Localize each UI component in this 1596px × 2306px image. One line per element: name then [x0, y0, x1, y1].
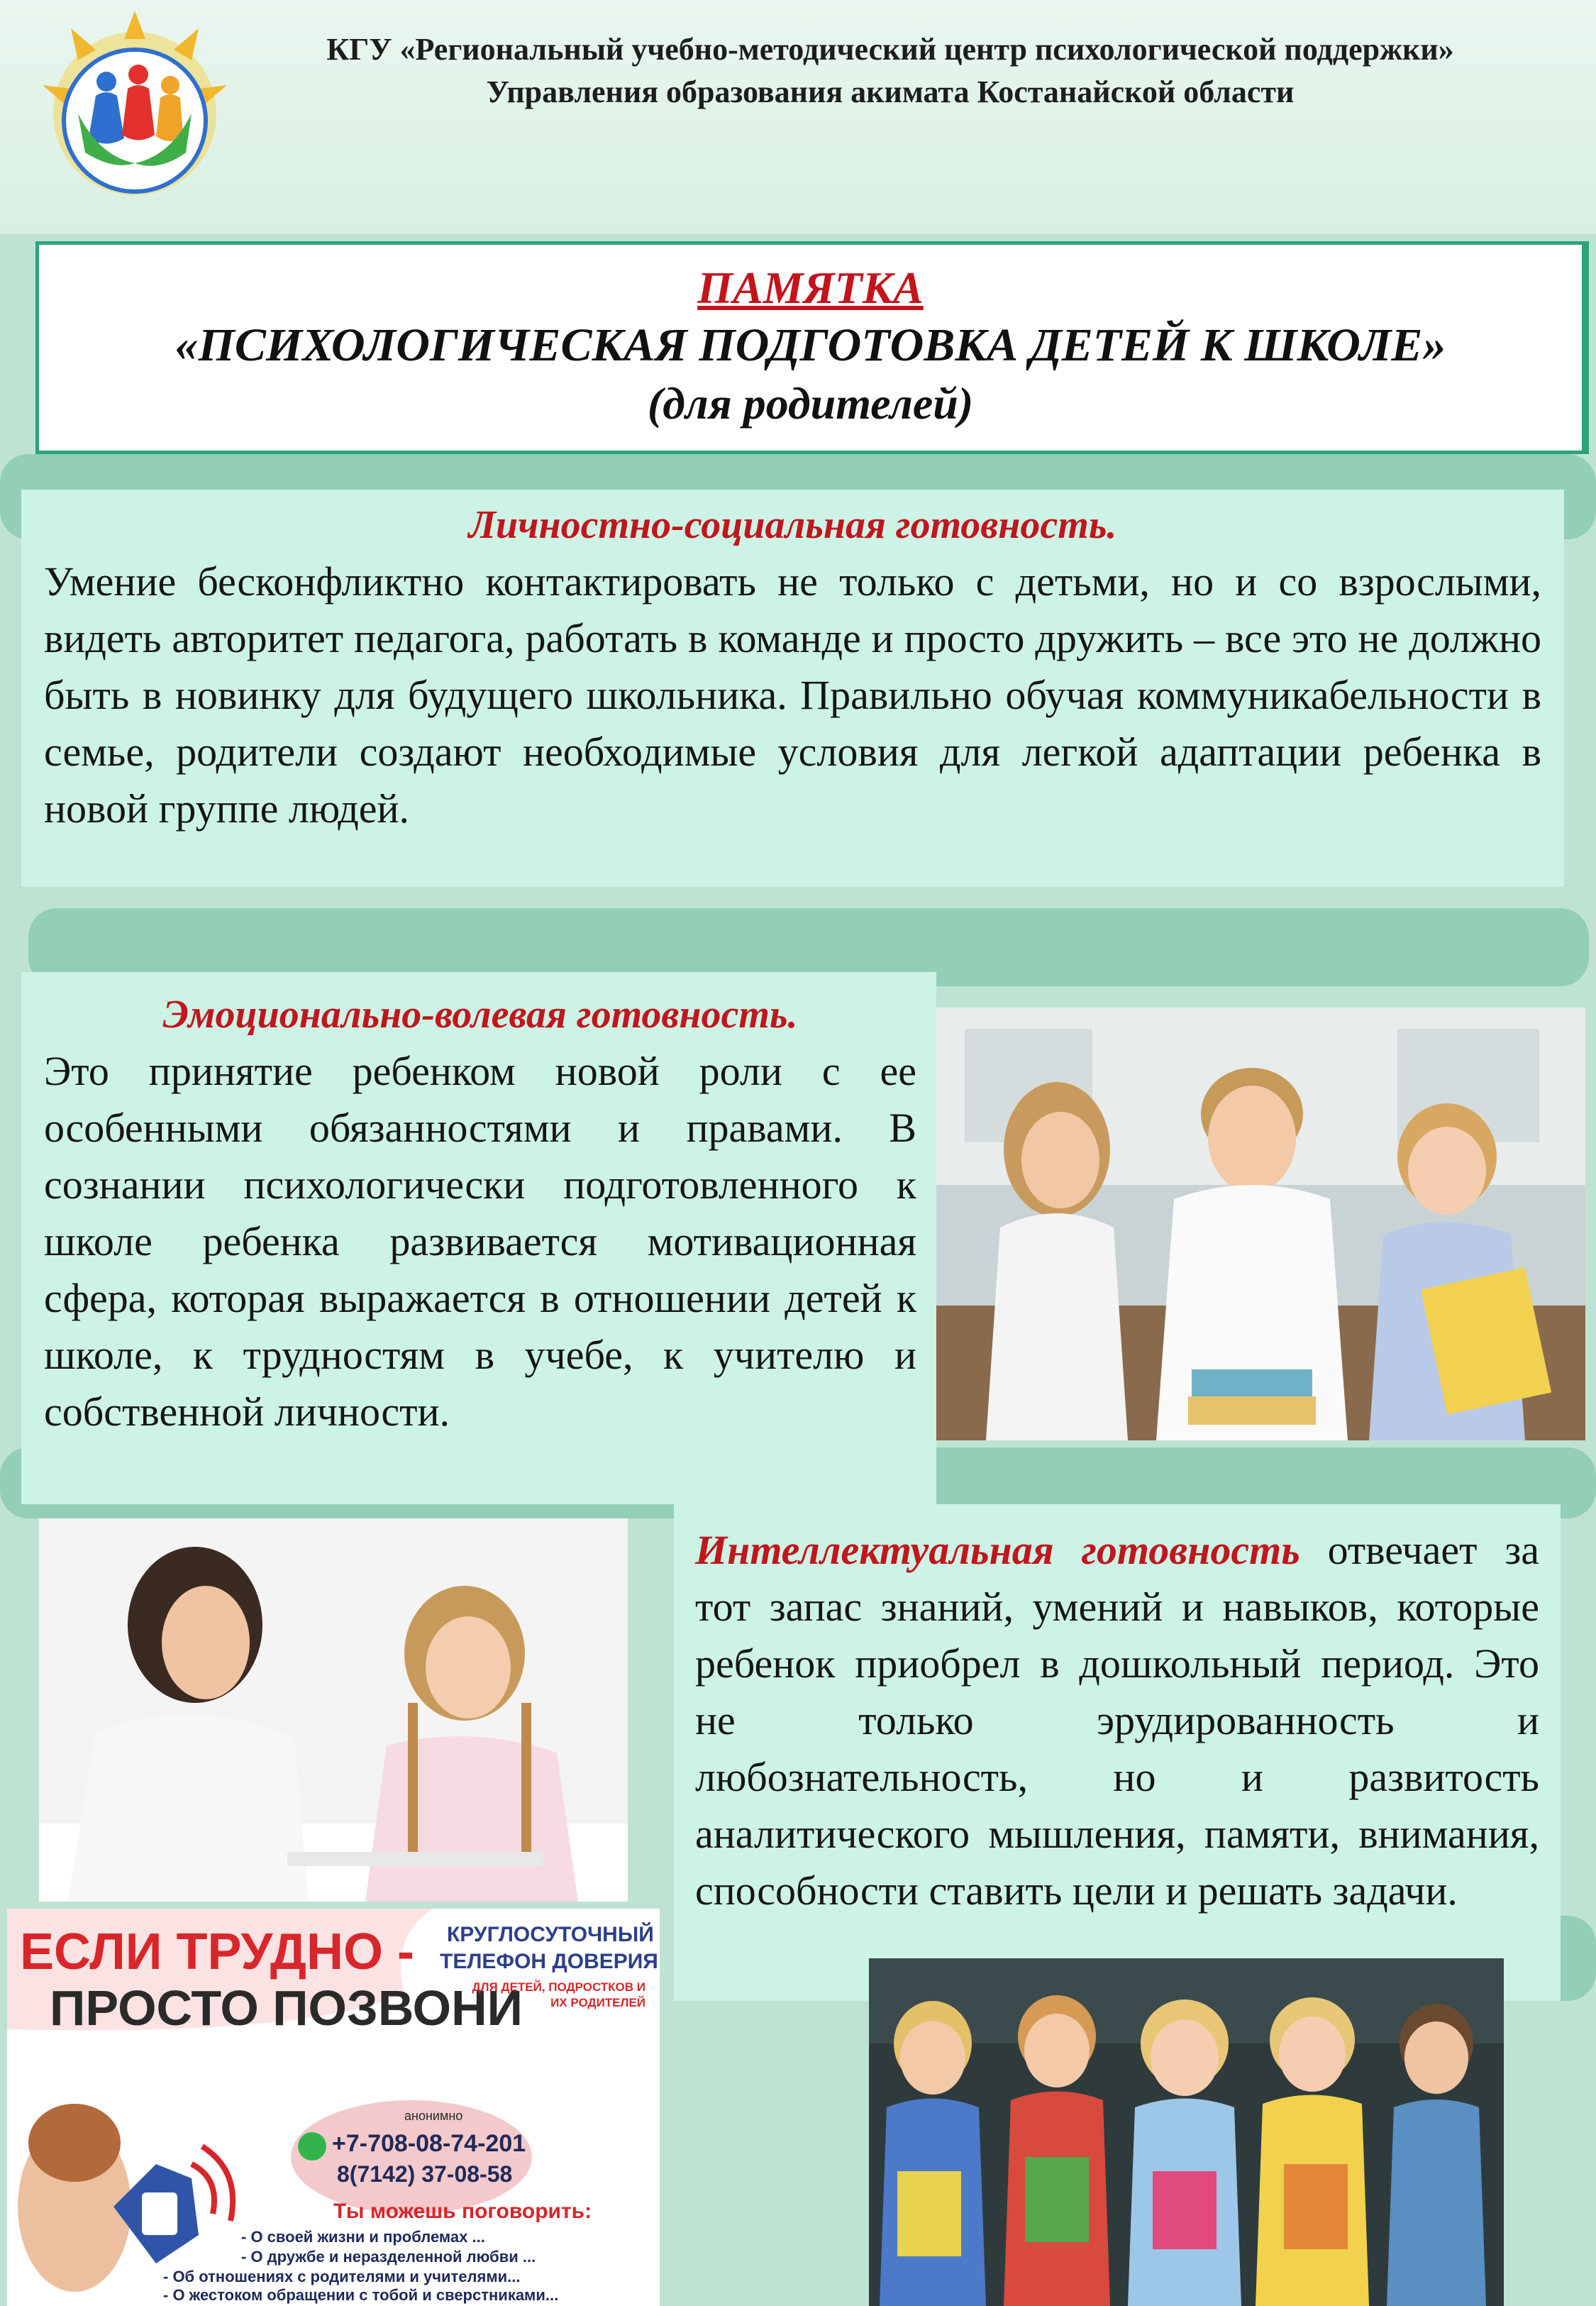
helpline-topic: - О жестоком обращении с тобой и сверстниками...	[163, 2286, 559, 2304]
helpline-anonymous: анонимно	[404, 2109, 463, 2123]
helpline-service-1: КРУГЛОСУТОЧНЫЙ	[447, 1923, 654, 1946]
section-emotional-volitional	[21, 972, 936, 1504]
helpline-phone-1: +7-708-08-74-201	[332, 2130, 526, 2157]
title-box	[35, 241, 1589, 454]
org-line-1: КГУ «Региональный учебно-методический центр психологической поддержки»	[326, 32, 1454, 67]
helpline-banner	[7, 1909, 660, 2306]
section-title: Интеллектуальная готовность	[695, 1527, 1300, 1573]
section-text	[695, 1522, 1539, 1919]
helpline-talk-title: Ты можешь поговорить:	[333, 2200, 592, 2223]
section-title: Эмоционально-волевая готовность.	[162, 993, 798, 1037]
section-personal-social	[21, 490, 1564, 887]
helpline-topic: - Об отношениях с родителями и учителями...	[163, 2268, 521, 2285]
helpline-phone-2: 8(7142) 37-08-58	[337, 2161, 513, 2187]
memo-title: «ПСИХОЛОГИЧЕСКАЯ ПОДГОТОВКА ДЕТЕЙ К ШКОЛЕ»	[174, 319, 1446, 371]
org-line-2: Управления образования акимата Костанайской области	[486, 75, 1295, 109]
kids-with-backpacks-photo	[869, 1958, 1504, 2306]
section-text-body: отвечает за тот запас знаний, умений и навыков, которые ребенок приобрел в дошкольный период. Это не только эрудированность и любознательность, но и развитость аналитического мышления, памяти, внимания, способности ставить цели и решать задачи.	[695, 1527, 1539, 1914]
whatsapp-icon	[298, 2132, 326, 2161]
section-text: Умение бесконфликтно контактировать не только с детьми, но и со взрослыми, видеть авторитет педагога, работать в команде и просто дружить – все это не должно быть в новинку для будущего школьника. Правильно обучая коммуникабельности в семье, родители создают необходимые условия для легкой адаптации ребенка в новой группе людей.	[44, 558, 1541, 832]
helpline-headline-2: ПРОСТО ПОЗВОНИ	[50, 1980, 523, 2036]
helpline-headline-1: ЕСЛИ ТРУДНО -	[20, 1924, 414, 1980]
memo-audience: (для родителей)	[647, 378, 974, 429]
center-logo	[28, 7, 241, 206]
helpline-service-2: ТЕЛЕФОН ДОВЕРИЯ	[440, 1950, 658, 1973]
section-title: Личностно-социальная готовность.	[468, 503, 1117, 547]
helpline-audience: ДЛЯ ДЕТЕЙ, ПОДРОСТКОВ И ИХ РОДИТЕЛЕЙ	[472, 1980, 645, 2009]
section-text: Это принятие ребенком новой роли с ее особенными обязанностями и правами. В сознании психологически подготовленного к школе ребенка развивается мотивационная сфера, которая выражается в отношении детей к школе, к трудностям в учебе, к учителю и собственной личности.	[44, 1048, 916, 1435]
helpline-topic: - О дружбе и неразделенной любви ...	[241, 2248, 536, 2266]
section-intellectual	[674, 1504, 1561, 2001]
teacher-with-girl-photo	[39, 1518, 628, 1902]
organization-name	[234, 28, 1546, 114]
helpline-topic: - О своей жизни и проблемах ...	[241, 2228, 485, 2246]
children-with-books-photo	[936, 1008, 1585, 1440]
memo-label: ПАМЯТКА	[697, 263, 924, 313]
